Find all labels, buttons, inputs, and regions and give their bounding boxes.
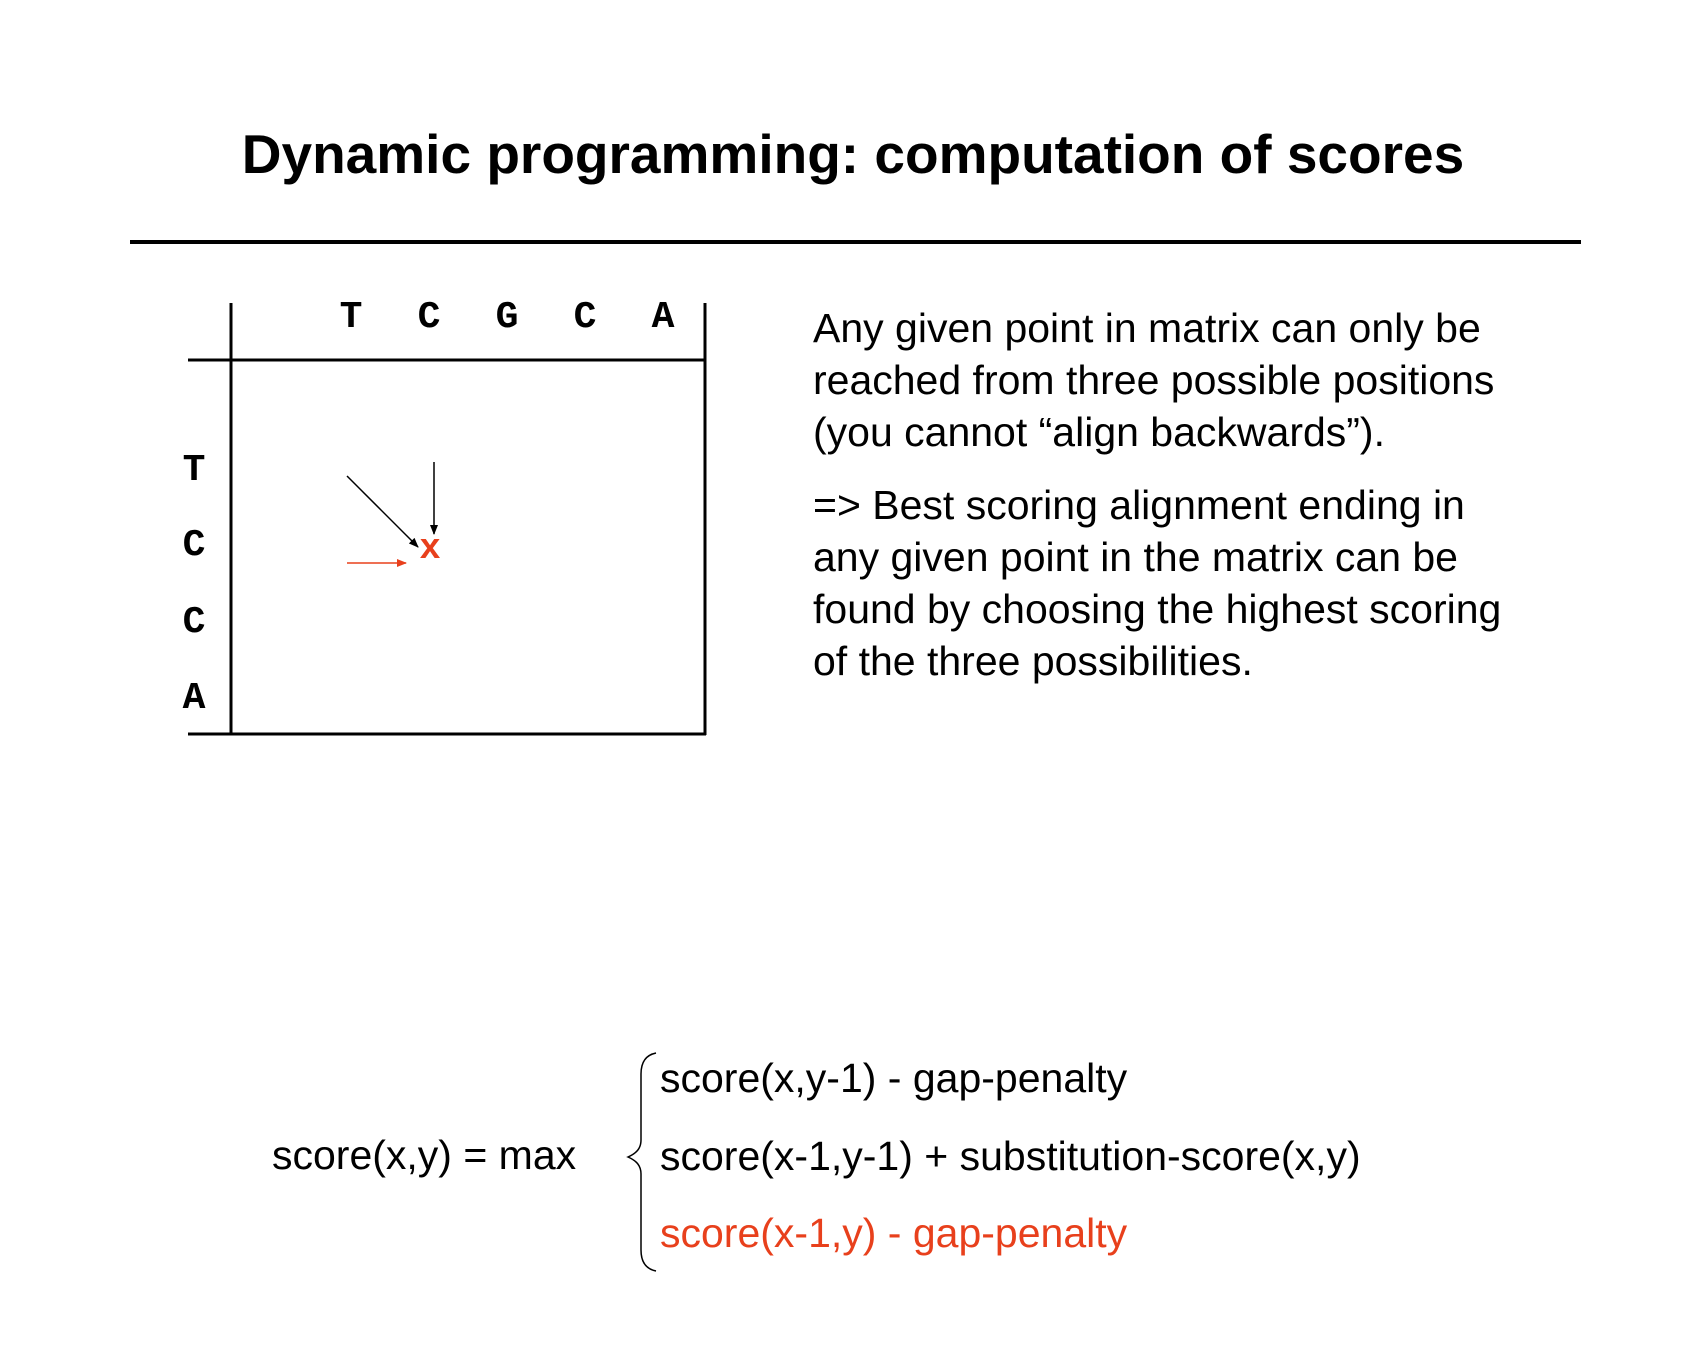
explanation-paragraph-2: => Best scoring alignment ending in any given point in the matrix can be found by choosing the highest scoring of the three possibilities. bbox=[813, 482, 1502, 684]
column-letter: G bbox=[495, 296, 519, 339]
formula-lhs: score(x,y) = max bbox=[272, 1132, 577, 1178]
row-letter: A bbox=[182, 677, 206, 720]
explanation-text bbox=[813, 302, 1613, 687]
column-letter: T bbox=[339, 296, 363, 339]
row-letter: C bbox=[182, 601, 206, 644]
column-letter: C bbox=[417, 296, 441, 339]
slide-title: Dynamic programming: computation of scores bbox=[241, 123, 1465, 185]
column-sequence bbox=[340, 296, 675, 339]
formula-case-gap-vertical: score(x,y-1) - gap-penalty bbox=[660, 1055, 1128, 1101]
explanation-paragraph-1: Any given point in matrix can only be reached from three possible positions (you cannot “align backwards”). bbox=[813, 305, 1495, 455]
column-letter: C bbox=[573, 296, 597, 339]
row-sequence bbox=[183, 449, 206, 720]
formula-case-gap-horizontal: score(x-1,y) - gap-penalty bbox=[660, 1210, 1128, 1256]
current-cell-marker: x bbox=[419, 528, 441, 569]
column-letter: A bbox=[651, 296, 675, 339]
row-letter: C bbox=[182, 524, 206, 567]
diagonal-arrow bbox=[347, 476, 418, 547]
formula-case-substitution: score(x-1,y-1) + substitution-score(x,y) bbox=[660, 1133, 1361, 1179]
row-letter: T bbox=[182, 449, 206, 492]
